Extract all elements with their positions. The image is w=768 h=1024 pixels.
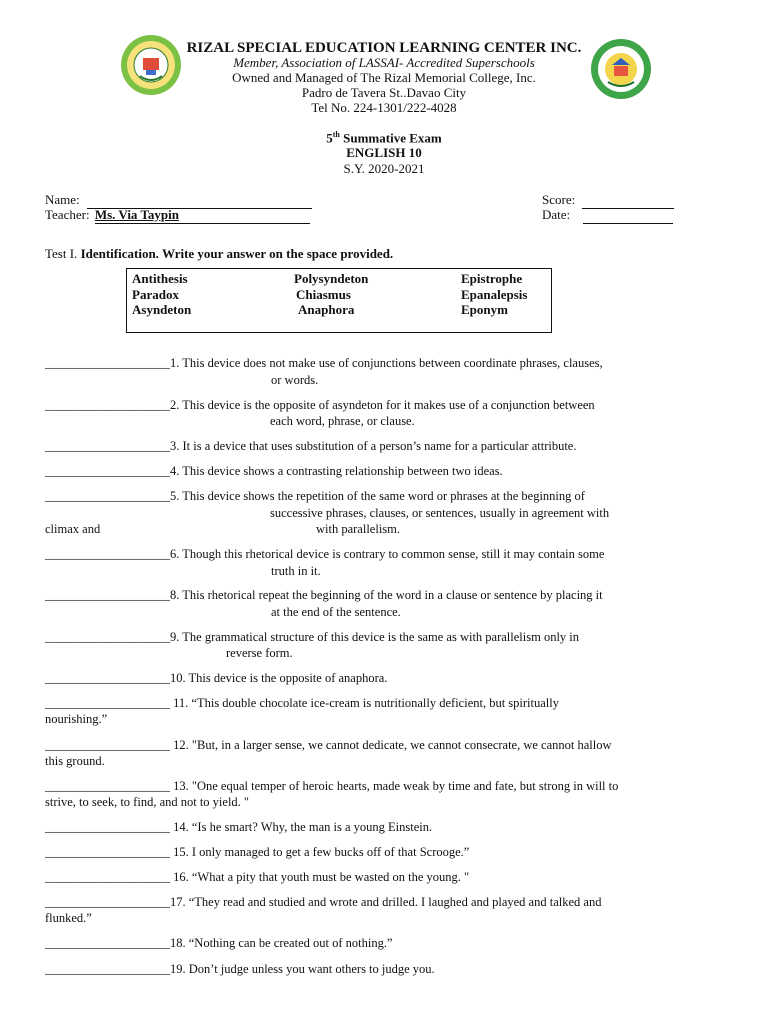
- school-year: S.Y. 2020-2021: [343, 161, 425, 176]
- date-row: [542, 207, 673, 224]
- name-label: Name:: [45, 192, 80, 207]
- question-17-continued: flunked.”: [45, 911, 92, 925]
- answer-blank[interactable]: ____________________: [45, 845, 170, 859]
- score-label: Score:: [542, 192, 576, 207]
- question-9: ____________________9. The grammatical structure of this device is the same as with parallelism only in: [45, 630, 580, 644]
- tel-line: Tel No. 224-1301/222-4028: [311, 100, 457, 115]
- question-5-continued: successive phrases, clauses, or sentences, usually in agreement with: [270, 506, 610, 520]
- test-instruction: Test I. Identification. Write your answer on the space provided.: [45, 246, 394, 261]
- question-5-continued-right: with parallelism.: [316, 522, 401, 536]
- answer-blank[interactable]: ____________________: [45, 820, 170, 834]
- question-11-continued: nourishing.”: [45, 712, 108, 726]
- choice-anaphora: Anaphora: [298, 302, 355, 317]
- choice-epanalepsis: Epanalepsis: [461, 287, 528, 302]
- teacher-value: Ms. Via Taypin: [94, 207, 179, 222]
- answer-blank[interactable]: ____________________: [45, 489, 170, 503]
- question-2: ____________________2. This device is the opposite of asyndeton for it makes use of a conjunction between: [45, 398, 595, 412]
- teacher-row: [45, 207, 310, 224]
- member-line: Member, Association of LASSAI- Accredited Superschools: [233, 55, 535, 70]
- question-12-continued: this ground.: [45, 754, 105, 768]
- choice-chiasmus: Chiasmus: [296, 287, 351, 302]
- answer-blank[interactable]: ____________________: [45, 895, 170, 909]
- answer-blank[interactable]: ____________________: [45, 870, 170, 884]
- answer-blank[interactable]: ____________________: [45, 547, 170, 561]
- question-6: ____________________6. Though this rhetorical device is contrary to common sense, still it may contain some: [45, 547, 605, 561]
- teacher-label: Teacher:: [45, 207, 90, 222]
- date-label: Date:: [542, 207, 571, 222]
- question-4: ____________________4. This device shows a contrasting relationship between two ideas.: [45, 464, 503, 478]
- question-2-continued: each word, phrase, or clause.: [270, 414, 415, 428]
- choice-asyndeton: Asyndeton: [132, 302, 192, 317]
- question-8: ____________________8. This rhetorical repeat the beginning of the word in a clause or sentence by placing it: [45, 588, 603, 602]
- question-11: ____________________ 11. “This double chocolate ice-cream is nutritionally deficient, but spiritually: [45, 696, 560, 710]
- answer-blank[interactable]: ____________________: [45, 738, 170, 752]
- question-3: ____________________3. It is a device that uses substitution of a person’s name for a particular attribute.: [45, 439, 577, 453]
- date-field[interactable]: [583, 207, 673, 224]
- answer-blank[interactable]: ____________________: [45, 439, 170, 453]
- answer-blank[interactable]: ____________________: [45, 779, 170, 793]
- question-16: ____________________ 16. “What a pity that youth must be wasted on the young. ": [45, 870, 470, 884]
- question-1: ____________________1. This device does not make use of conjunctions between coordinate phrases, clauses,: [45, 356, 603, 370]
- exam-title: 5th Summative Exam: [326, 130, 442, 146]
- question-13-continued: strive, to seek, to find, and not to yield. ": [45, 795, 250, 809]
- choice-paradox: Paradox: [132, 287, 179, 302]
- question-15: ____________________ 15. I only managed to get a few bucks off of that Scrooge.”: [45, 845, 470, 859]
- question-19: ____________________19. Don’t judge unless you want others to judge you.: [45, 962, 435, 976]
- answer-blank[interactable]: ____________________: [45, 696, 170, 710]
- question-1-continued: or words.: [271, 373, 319, 387]
- answer-blank[interactable]: ____________________: [45, 962, 170, 976]
- question-18: ____________________18. “Nothing can be created out of nothing.”: [45, 936, 393, 950]
- question-5: ____________________5. This device shows the repetition of the same word or phrases at the beginning of: [45, 489, 585, 503]
- answer-blank[interactable]: ____________________: [45, 630, 170, 644]
- school-name: RIZAL SPECIAL EDUCATION LEARNING CENTER INC.: [186, 40, 582, 56]
- answer-blank[interactable]: ____________________: [45, 936, 170, 950]
- question-14: ____________________ 14. “Is he smart? Why, the man is a young Einstein.: [45, 820, 433, 834]
- question-6-continued: truth in it.: [271, 564, 321, 578]
- choice-epistrophe: Epistrophe: [461, 271, 523, 286]
- choice-eponym: Eponym: [461, 302, 508, 317]
- choice-polysyndeton: Polysyndeton: [294, 271, 369, 286]
- choice-antithesis: Antithesis: [132, 271, 188, 286]
- answer-blank[interactable]: ____________________: [45, 356, 170, 370]
- question-12: ____________________ 12. "But, in a larger sense, we cannot dedicate, we cannot consecrate, we cannot hallow: [45, 738, 612, 752]
- teacher-field[interactable]: [95, 207, 310, 224]
- answer-blank[interactable]: ____________________: [45, 671, 170, 685]
- question-17: ____________________17. “They read and studied and wrote and drilled. I laughed and played and talked and: [45, 895, 602, 909]
- question-13: ____________________ 13. "One equal temper of heroic hearts, made weak by time and fate, but strong in will to: [45, 779, 619, 793]
- question-9-continued: reverse form.: [226, 646, 293, 660]
- question-8-continued: at the end of the sentence.: [271, 605, 401, 619]
- subject-title: ENGLISH 10: [346, 145, 422, 160]
- question-10: ____________________10. This device is the opposite of anaphora.: [45, 671, 388, 685]
- answer-blank[interactable]: ____________________: [45, 464, 170, 478]
- answer-blank[interactable]: ____________________: [45, 588, 170, 602]
- answer-blank[interactable]: ____________________: [45, 398, 170, 412]
- address-line: Padro de Tavera St..Davao City: [301, 85, 467, 100]
- question-5-continued-left: climax and: [45, 522, 101, 536]
- owned-line: Owned and Managed of The Rizal Memorial College, Inc.: [232, 70, 536, 85]
